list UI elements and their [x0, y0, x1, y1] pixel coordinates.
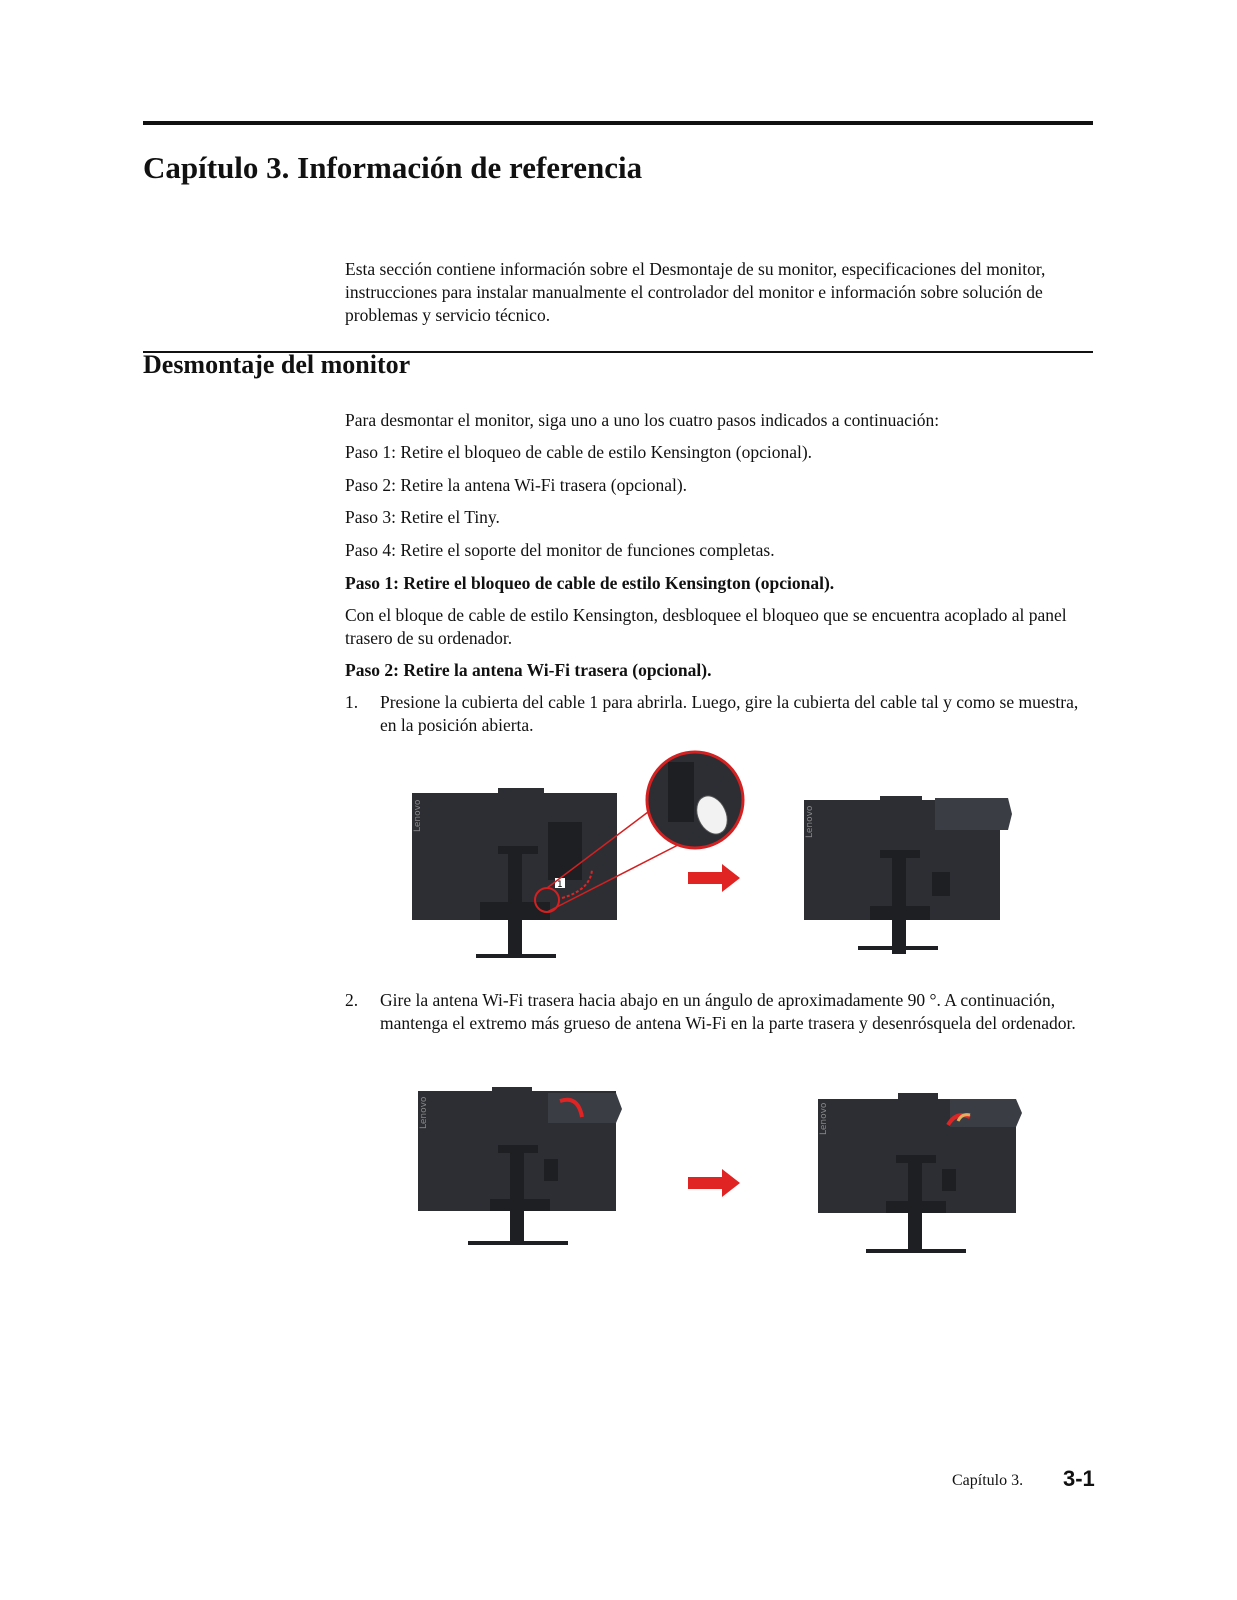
steps-intro: Para desmontar el monitor, siga uno a uno los cuatro pasos indicados a continuación: [345, 410, 940, 430]
step-list-item: Paso 1: Retire el bloqueo de cable de estilo Kensington (opcional). [345, 442, 813, 462]
step-list-item: Paso 4: Retire el soporte del monitor de funciones completas. [345, 540, 775, 560]
monitor-back-illustration [804, 796, 1012, 954]
top-rule [143, 121, 1093, 125]
monitor-back-illustration [818, 1093, 1022, 1253]
list-number: 1. [345, 692, 359, 712]
step1-heading: Paso 1: Retire el bloqueo de cable de estilo Kensington (opcional). [345, 573, 835, 593]
arrow-icon [688, 1169, 740, 1197]
list-number: 2. [345, 990, 359, 1010]
step-list-item: Paso 3: Retire el Tiny. [345, 507, 500, 527]
brand-label: Lenovo [819, 1102, 829, 1135]
brand-label: Lenovo [419, 1096, 429, 1129]
callout-number: 1 [557, 880, 563, 890]
section-title: Desmontaje del monitor [143, 350, 411, 379]
footer-chapter: Capítulo 3. [952, 1472, 1024, 1489]
step-list-item: Paso 2: Retire la antena Wi-Fi trasera (opcional). [345, 475, 688, 495]
list-text: Gire la antena Wi-Fi trasera hacia abajo en un ángulo de aproximadamente 90 °. A continuación, mantenga el extremo más grueso de antena Wi-Fi en la parte trasera y desenrósquela del ordenador. [380, 990, 1076, 1033]
monitor-back-illustration [412, 788, 617, 958]
figure-cable-cover [400, 750, 1040, 970]
intro-paragraph: Esta sección contiene información sobre el Desmontaje de su monitor, especificaciones del monitor, instrucciones para instalar manualmente el controlador del monitor e información sobre solución de problemas y servicio técnico. [345, 259, 1046, 325]
brand-label: Lenovo [413, 799, 423, 832]
page-number: 3-1 [1063, 1466, 1095, 1491]
chapter-title: Capítulo 3. Información de referencia [143, 150, 643, 185]
brand-label: Lenovo [805, 805, 815, 838]
monitor-back-illustration [418, 1087, 622, 1245]
step2-heading: Paso 2: Retire la antena Wi-Fi trasera (opcional). [345, 660, 712, 680]
list-text: Presione la cubierta del cable 1 para abrirla. Luego, gire la cubierta del cable tal y como se muestra, en la posición abierta. [380, 692, 1079, 735]
arrow-icon [688, 864, 740, 892]
figure-wifi-antenna [410, 1083, 1030, 1258]
step1-text: Con el bloque de cable de estilo Kensington, desbloquee el bloqueo que se encuentra acoplado al panel trasero de su ordenador. [345, 605, 1067, 648]
